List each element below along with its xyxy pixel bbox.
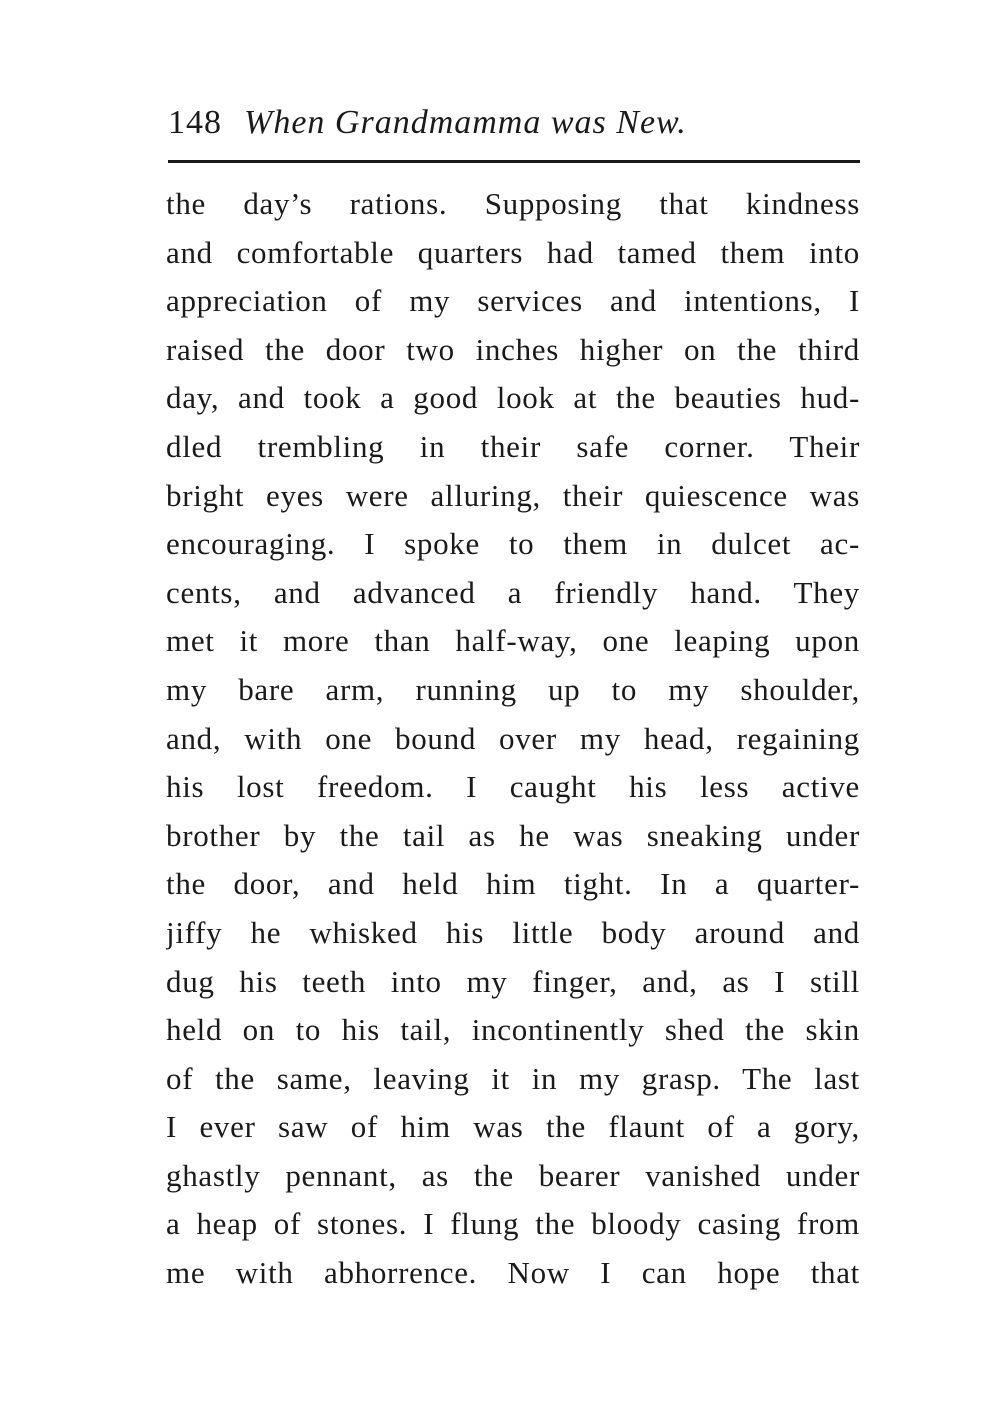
text-line: ghastly pennant, as the bearer vanished under xyxy=(166,1157,860,1193)
text-line: I ever saw of him was the flaunt of a gory, xyxy=(166,1109,860,1145)
text-line: raised the door two inches higher on the third xyxy=(166,331,860,367)
running-title: When Grandmamma was New. xyxy=(244,104,687,141)
text-line: brother by the tail as he was sneaking under xyxy=(166,817,860,853)
text-line: my bare arm, running up to my shoulder, xyxy=(166,671,860,707)
text-line: the day’s rations. Supposing that kindness xyxy=(166,186,860,221)
text-line: his lost freedom. I caught his less active xyxy=(166,769,860,805)
text-line: jiffy he whisked his little body around and xyxy=(166,914,860,950)
text-line: dled trembling in their safe corner. Their xyxy=(166,428,860,464)
text-line: day, and took a good look at the beauties hud- xyxy=(166,380,860,416)
text-line: and, with one bound over my head, regaining xyxy=(166,720,860,756)
body-text xyxy=(166,180,860,1298)
text-line: me with abhorrence. Now I can hope that xyxy=(166,1255,860,1291)
page-header xyxy=(168,98,860,148)
text-line: encouraging. I spoke to them in dulcet ac- xyxy=(166,526,860,562)
text-line: bright eyes were alluring, their quiescence was xyxy=(166,477,860,513)
text-line: dug his teeth into my finger, and, as I still xyxy=(166,963,860,999)
text-line: of the same, leaving it in my grasp. The last xyxy=(166,1060,860,1096)
text-line: and comfortable quarters had tamed them into xyxy=(166,234,860,270)
text-line: cents, and advanced a friendly hand. They xyxy=(166,574,860,610)
text-line: held on to his tail, incontinently shed the skin xyxy=(166,1012,860,1048)
text-line: appreciation of my services and intentions, I xyxy=(166,283,860,319)
text-line: met it more than half-way, one leaping upon xyxy=(166,623,860,659)
text-line: a heap of stones. I flung the bloody casing from xyxy=(166,1206,860,1242)
header-rule xyxy=(168,160,860,163)
text-line: the door, and held him tight. In a quarter- xyxy=(166,866,860,902)
page-number: 148 xyxy=(168,104,222,141)
